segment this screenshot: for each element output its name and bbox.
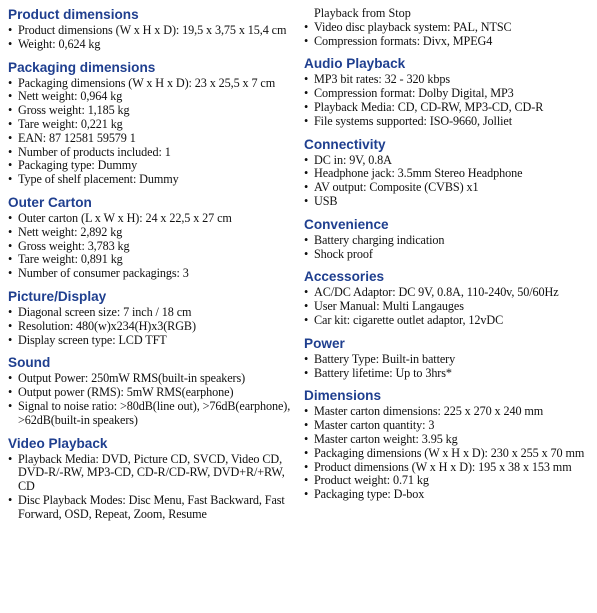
section-title: Convenience: [304, 216, 389, 232]
section-connectivity: [304, 137, 593, 209]
section-dimensions: [304, 388, 593, 502]
spec-list: [8, 77, 294, 187]
section-title: Connectivity: [304, 136, 386, 152]
spec-item: • Tare weight: 0,221 kg: [8, 118, 294, 132]
section-title: Accessories: [304, 269, 385, 285]
spec-item: • Compression format: Dolby Digital, MP3: [304, 87, 593, 101]
section-convenience: [304, 217, 593, 262]
spec-item: • USB: [304, 195, 593, 209]
spec-item: • Number of products included: 1: [8, 146, 294, 160]
spec-list: [304, 234, 593, 262]
spec-item: • DC in: 9V, 0.8A: [304, 154, 593, 168]
section-picture-display: [8, 289, 294, 347]
spec-item: • Resolution: 480(w)x234(H)x3(RGB): [8, 320, 294, 334]
section-title: Dimensions: [304, 388, 382, 404]
spec-list: [304, 154, 593, 209]
spec-item: • Nett weight: 2,892 kg: [8, 226, 294, 240]
spec-item: • AC/DC Adaptor: DC 9V, 0.8A, 110-240v, 50/60Hz: [304, 286, 593, 300]
spec-list: [8, 372, 294, 427]
spec-item: • Shock proof: [304, 248, 593, 262]
spec-item: • Disc Playback Modes: Disc Menu, Fast Backward, Fast Forward, OSD, Repeat, Zoom, Resume: [8, 494, 294, 522]
section-packaging-dimensions: [8, 60, 294, 187]
section-sound: [8, 355, 294, 427]
spec-item-continuation: Playback from Stop: [314, 6, 411, 20]
spec-list: [304, 286, 593, 327]
spec-item: • Display screen type: LCD TFT: [8, 334, 294, 348]
spec-list: [8, 306, 294, 347]
spec-item: • Playback Media: CD, CD-RW, MP3-CD, CD-R: [304, 101, 593, 115]
spec-list: [304, 353, 593, 381]
section-video-playback: [8, 436, 294, 522]
section-product-dimensions: [8, 7, 294, 52]
spec-item: • AV output: Composite (CVBS) x1: [304, 181, 593, 195]
spec-item: • Video disc playback system: PAL, NTSC: [304, 21, 593, 35]
spec-item: • Output power (RMS): 5mW RMS(earphone): [8, 386, 294, 400]
left-column: [8, 7, 294, 613]
spec-list: [304, 405, 593, 502]
spec-item: • Master carton weight: 3.95 kg: [304, 433, 593, 447]
section-title: Power: [304, 335, 345, 351]
spec-item: • User Manual: Multi Langauges: [304, 300, 593, 314]
spec-list: [8, 24, 294, 52]
spec-item: • Gross weight: 3,783 kg: [8, 240, 294, 254]
section-title: Video Playback: [8, 435, 108, 451]
section-title: Picture/Display: [8, 288, 107, 304]
section-title: Outer Carton: [8, 194, 92, 210]
spec-item: • Weight: 0,624 kg: [8, 38, 294, 52]
section-title: Product dimensions: [8, 7, 139, 22]
spec-item: • Packaging dimensions (W x H x D): 230 x 255 x 70 mm: [304, 447, 593, 461]
spec-list: [304, 21, 593, 49]
spec-item: • Master carton quantity: 3: [304, 419, 593, 433]
section-power: [304, 336, 593, 381]
section-video-playback-continued: [304, 7, 593, 48]
spec-item: • File systems supported: ISO-9660, Jolliet: [304, 115, 593, 129]
spec-item: • Diagonal screen size: 7 inch / 18 cm: [8, 306, 294, 320]
spec-item: • Product dimensions (W x H x D): 195 x 38 x 153 mm: [304, 461, 593, 475]
spec-item: • Battery charging indication: [304, 234, 593, 248]
spec-item: • Output Power: 250mW RMS(built-in speakers): [8, 372, 294, 386]
spec-item: • MP3 bit rates: 32 - 320 kbps: [304, 73, 593, 87]
spec-item: • Compression formats: Divx, MPEG4: [304, 35, 593, 49]
spec-item: • Outer carton (L x W x H): 24 x 22,5 x 27 cm: [8, 212, 294, 226]
spec-item: • Type of shelf placement: Dummy: [8, 173, 294, 187]
spec-item: • Car kit: cigarette outlet adaptor, 12vDC: [304, 314, 593, 328]
section-title: Packaging dimensions: [8, 59, 156, 75]
spec-list: [304, 73, 593, 128]
spec-item: • Playback Media: DVD, Picture CD, SVCD, Video CD, DVD-R/-RW, MP3-CD, CD-R/CD-RW, DVD+R/+RW, CD: [8, 453, 294, 494]
spec-item: • Battery lifetime: Up to 3hrs*: [304, 367, 593, 381]
spec-item: • Packaging type: D-box: [304, 488, 593, 502]
spec-item: • Gross weight: 1,185 kg: [8, 104, 294, 118]
spec-item: • Packaging dimensions (W x H x D): 23 x 25,5 x 7 cm: [8, 77, 294, 91]
spec-item: • Product dimensions (W x H x D): 19,5 x 3,75 x 15,4 cm: [8, 24, 294, 38]
spec-item: • Battery Type: Built-in battery: [304, 353, 593, 367]
spec-item: • Nett weight: 0,964 kg: [8, 90, 294, 104]
section-audio-playback: [304, 56, 593, 128]
right-column: [304, 7, 593, 613]
spec-item: • Number of consumer packagings: 3: [8, 267, 294, 281]
spec-item: • Tare weight: 0,891 kg: [8, 253, 294, 267]
spec-item: • Master carton dimensions: 225 x 270 x 240 mm: [304, 405, 593, 419]
section-accessories: [304, 269, 593, 327]
spec-list: [8, 453, 294, 522]
spec-item: • EAN: 87 12581 59579 1: [8, 132, 294, 146]
section-title: Audio Playback: [304, 56, 406, 72]
spec-list: [8, 212, 294, 281]
spec-item: • Signal to noise ratio: >80dB(line out), >76dB(earphone), >62dB(built-in speakers): [8, 400, 294, 428]
spec-item: • Headphone jack: 3.5mm Stereo Headphone: [304, 167, 593, 181]
spec-item: • Packaging type: Dummy: [8, 159, 294, 173]
section-outer-carton: [8, 195, 294, 281]
section-title: Sound: [8, 355, 51, 371]
spec-item: • Product weight: 0.71 kg: [304, 474, 593, 488]
